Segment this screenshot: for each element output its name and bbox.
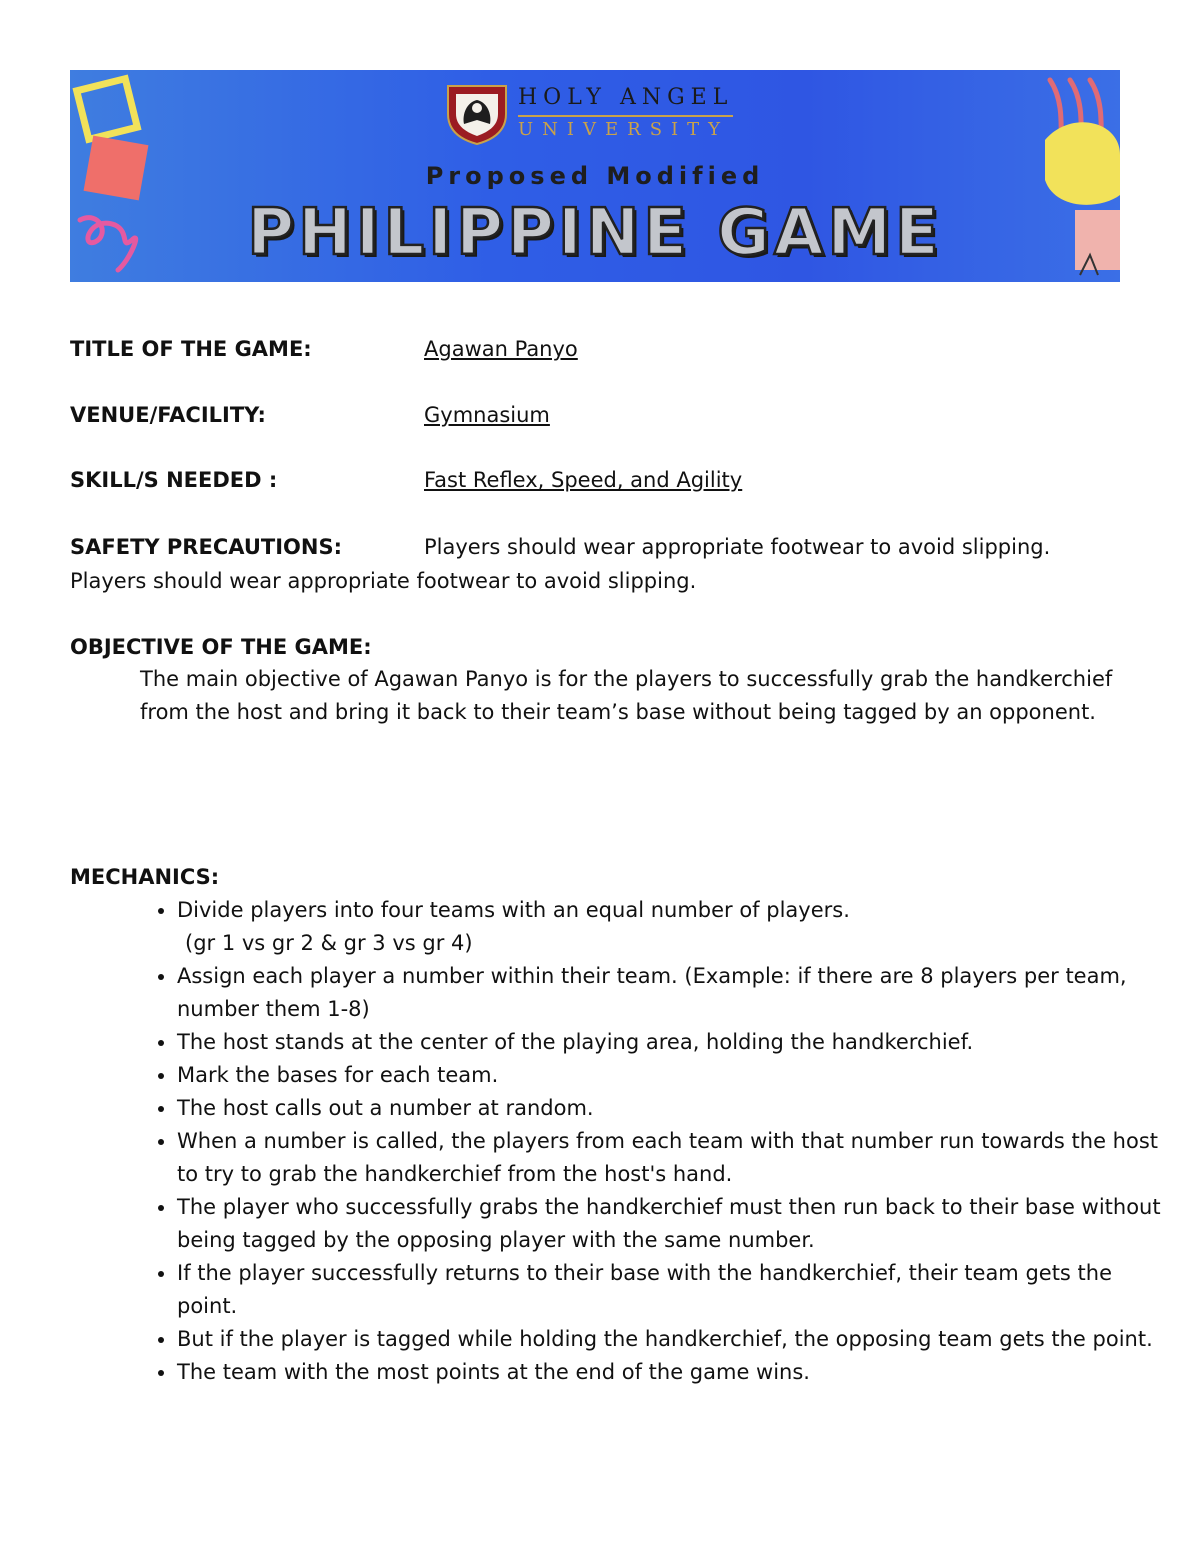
title-of-game-row <box>70 337 578 361</box>
safety-repeat-text: Players should wear appropriate footwear to avoid slipping. <box>70 569 697 593</box>
list-item: • But if the player is tagged while holding the handkerchief, the opposing team gets the point. <box>177 1323 1167 1356</box>
skills-row <box>70 468 742 492</box>
list-item: • Mark the bases for each team. <box>177 1059 1167 1092</box>
safety-row <box>70 535 1050 559</box>
list-item: • When a number is called, the players from each team with that number run towards the host to try to grab the handkerchief from the host's hand. <box>177 1125 1167 1191</box>
banner-title: PHILIPPINE GAME <box>247 196 943 270</box>
skills-value: Fast Reflex, Speed, and Agility <box>424 468 743 492</box>
crest-icon <box>442 80 512 146</box>
title-of-game-value: Agawan Panyo <box>424 337 578 361</box>
university-name-line1: HOLY ANGEL <box>518 85 734 110</box>
safety-value: Players should wear appropriate footwear to avoid slipping. <box>424 535 1051 559</box>
list-item: • Assign each player a number within their team. (Example: if there are 8 players per team, number them 1-8) <box>177 960 1167 1026</box>
title-of-game-label: TITLE OF THE GAME: <box>70 337 312 361</box>
list-item: • The host calls out a number at random. <box>177 1092 1167 1125</box>
list-item: • The team with the most points at the end of the game wins. <box>177 1356 1167 1389</box>
venue-row <box>70 403 550 427</box>
mechanics-list <box>140 894 1167 1389</box>
skills-label: SKILL/S NEEDED : <box>70 468 278 492</box>
yellow-square-shape <box>77 79 138 140</box>
mechanics-heading: MECHANICS: <box>70 865 220 889</box>
list-item: • The host stands at the center of the playing area, holding the handkerchief. <box>177 1026 1167 1059</box>
university-logo <box>442 80 733 146</box>
venue-value: Gymnasium <box>424 403 550 427</box>
banner-subtitle: Proposed Modified <box>425 162 765 190</box>
list-item: • Divide players into four teams with an equal number of players. (gr 1 vs gr 2 & gr 3 vs gr 4) <box>177 894 1167 960</box>
objective-text: The main objective of Agawan Panyo is for the players to successfully grab the handkerchief from the host and bring it back to their team’s base without being tagged by an opponent. <box>140 667 1113 724</box>
list-item: • The player who successfully grabs the handkerchief must then run back to their base without being tagged by the opposing player with the same number. <box>177 1191 1167 1257</box>
university-name-line2: UNIVERSITY <box>518 115 733 139</box>
header-banner <box>70 70 1120 282</box>
objective-heading: OBJECTIVE OF THE GAME: <box>70 635 372 659</box>
safety-label: SAFETY PRECAUTIONS: <box>70 535 342 559</box>
list-item: • If the player successfully returns to their base with the handkerchief, their team gets the point. <box>177 1257 1167 1323</box>
venue-label: VENUE/FACILITY: <box>70 403 266 427</box>
